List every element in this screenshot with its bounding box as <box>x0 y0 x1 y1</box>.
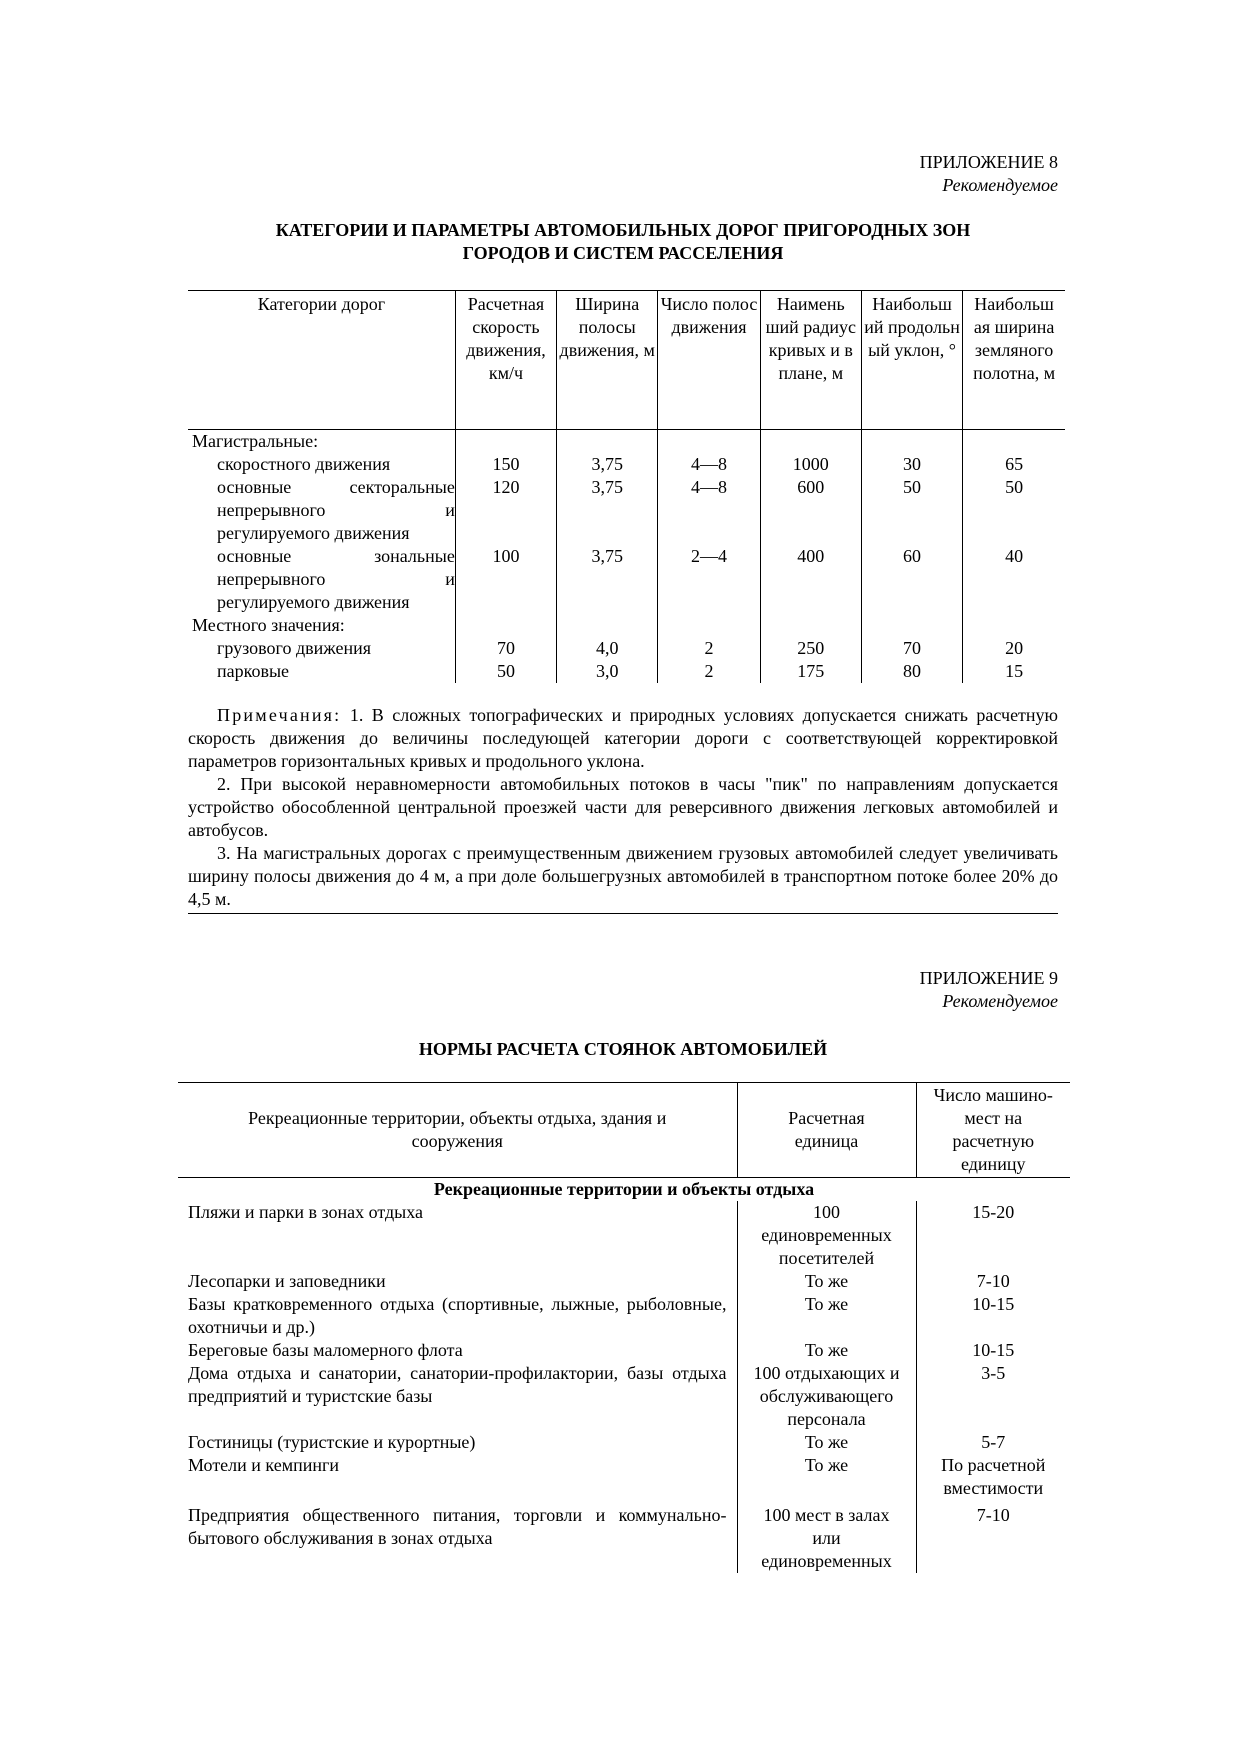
note-paragraph: 3. На магистральных дорогах с преимущественным движением грузовых автомобилей следует увеличивать ширину полосы движения до 4 м, а при доле большегрузных автомобилей в транспортном потоке более 20% до 4,5 м. <box>188 843 1058 909</box>
count-cell: 7-10 <box>916 1270 1070 1293</box>
table-cell <box>455 614 556 637</box>
appendix-9-heading <box>920 967 1058 1013</box>
row-label: основные зональные непрерывного и регулируемого движения <box>217 546 455 612</box>
table-row <box>188 453 1065 476</box>
table-cell: 50 <box>455 660 556 683</box>
table-cell: 70 <box>455 637 556 660</box>
table-cell: 4—8 <box>658 453 760 476</box>
column-header: Расчетная единица <box>737 1083 916 1178</box>
column-header: Категории дорог <box>188 291 455 430</box>
table-cell <box>861 614 962 637</box>
table-cell: 50 <box>861 476 962 545</box>
row-label: Магистральные: <box>192 431 319 451</box>
table-cell <box>455 430 556 454</box>
section-heading: Рекреационные территории и объекты отдыха <box>433 1179 815 1199</box>
table-row <box>178 1500 1070 1573</box>
object-name: Гостиницы (туристские и курортные) <box>188 1432 476 1452</box>
column-header: Расчетная скорость движения, км/ч <box>455 291 556 430</box>
table-cell: 80 <box>861 660 962 683</box>
section-row <box>178 1178 1070 1202</box>
unit-cell: То же <box>737 1454 916 1500</box>
appendix-status: Рекомендуемое <box>942 991 1058 1011</box>
table-row <box>188 545 1065 614</box>
row-label: скоростного движения <box>217 454 391 474</box>
table-cell: 20 <box>963 637 1065 660</box>
appendix-8-heading <box>920 151 1058 197</box>
column-header: Наибольш ий продольн ый уклон, ° <box>861 291 962 430</box>
unit-cell: То же <box>737 1431 916 1454</box>
note-paragraph <box>188 704 1058 773</box>
notes-label: Примечания: <box>217 705 342 725</box>
table-row <box>188 637 1065 660</box>
table-cell <box>658 430 760 454</box>
appendix-status: Рекомендуемое <box>942 175 1058 195</box>
table-header-row <box>178 1083 1070 1178</box>
table-cell: 4—8 <box>658 476 760 545</box>
object-name: Береговые базы маломерного флота <box>188 1340 463 1360</box>
column-header: Рекреационные территории, объекты отдыха, здания и сооружения <box>178 1083 737 1178</box>
unit-cell: 100 мест в залах или единовременных <box>737 1500 916 1573</box>
column-header: Наибольш ая ширина земляного полотна, м <box>963 291 1065 430</box>
row-label: грузового движения <box>217 638 371 658</box>
table-cell: 40 <box>963 545 1065 614</box>
table-row-group <box>188 614 1065 637</box>
unit-cell: То же <box>737 1270 916 1293</box>
count-cell: 10-15 <box>916 1293 1070 1339</box>
note-paragraph: 2. При высокой неравномерности автомобильных потоков в часы "пик" по направлениям допускается устройство обособленной центральной проезжей части для реверсивного движения легковых автомобилей и автобусов. <box>188 774 1058 840</box>
table-cell: 120 <box>455 476 556 545</box>
table-cell: 60 <box>861 545 962 614</box>
table-cell: 3,75 <box>557 476 658 545</box>
table-cell: 400 <box>760 545 861 614</box>
table-cell: 3,75 <box>557 453 658 476</box>
title-line: ГОРОДОВ И СИСТЕМ РАССЕЛЕНИЯ <box>462 243 784 263</box>
count-cell: 5-7 <box>916 1431 1070 1454</box>
table-cell: 15 <box>963 660 1065 683</box>
object-name: Пляжи и парки в зонах отдыха <box>188 1202 423 1222</box>
table-cell: 3,75 <box>557 545 658 614</box>
object-name: Лесопарки и заповедники <box>188 1271 386 1291</box>
unit-cell: 100 единовременных посетителей <box>737 1201 916 1270</box>
column-header: Число полос движения <box>658 291 760 430</box>
unit-cell: 100 отдыхающих и обслуживающего персонала <box>737 1362 916 1431</box>
parking-norms-table <box>178 1082 1070 1573</box>
table-cell: 600 <box>760 476 861 545</box>
table-cell <box>760 614 861 637</box>
row-label: парковые <box>217 661 290 681</box>
column-header: Наимень ший радиус кривых и в плане, м <box>760 291 861 430</box>
table-cell <box>557 614 658 637</box>
table-cell <box>963 430 1065 454</box>
table-header-row <box>188 291 1065 430</box>
table-row <box>188 476 1065 545</box>
table-cell <box>861 430 962 454</box>
table-cell: 4,0 <box>557 637 658 660</box>
unit-cell: То же <box>737 1339 916 1362</box>
appendix-number: ПРИЛОЖЕНИЕ 9 <box>919 968 1058 988</box>
unit-cell: То же <box>737 1293 916 1339</box>
table-row <box>178 1339 1070 1362</box>
table-row <box>178 1293 1070 1339</box>
table-cell: 3,0 <box>557 660 658 683</box>
object-name: Базы кратковременного отдыха (спортивные, лыжные, рыболовные, охотничьи и др.) <box>188 1294 727 1337</box>
appendix-number: ПРИЛОЖЕНИЕ 8 <box>919 152 1058 172</box>
table-row-group <box>188 430 1065 454</box>
column-header: Число машино-мест на расчетную единицу <box>916 1083 1070 1178</box>
table-cell: 65 <box>963 453 1065 476</box>
table-cell <box>760 430 861 454</box>
count-cell: 7-10 <box>916 1500 1070 1573</box>
object-name: Дома отдыха и санатории, санатории-профилактории, базы отдыха предприятий и туристские базы <box>188 1363 727 1406</box>
table-cell: 30 <box>861 453 962 476</box>
table-cell: 2—4 <box>658 545 760 614</box>
table-cell: 1000 <box>760 453 861 476</box>
table-cell: 150 <box>455 453 556 476</box>
table-row <box>178 1431 1070 1454</box>
table-row <box>178 1362 1070 1431</box>
table-cell: 175 <box>760 660 861 683</box>
table-cell <box>557 430 658 454</box>
table-row <box>178 1270 1070 1293</box>
table-cell: 2 <box>658 637 760 660</box>
column-header: Ширина полосы движения, м <box>557 291 658 430</box>
table-cell: 100 <box>455 545 556 614</box>
count-cell: 10-15 <box>916 1339 1070 1362</box>
table-cell: 250 <box>760 637 861 660</box>
title-line: КАТЕГОРИИ И ПАРАМЕТРЫ АВТОМОБИЛЬНЫХ ДОРОГ ПРИГОРОДНЫХ ЗОН <box>275 220 971 240</box>
appendix-8-title <box>188 219 1058 265</box>
count-cell: 3-5 <box>916 1362 1070 1431</box>
table-cell: 70 <box>861 637 962 660</box>
road-categories-table <box>188 290 1065 683</box>
note-text: 1. В сложных топографических и природных условиях допускается снижать расчетную скорость движения до величины последующей категории дороги с соответствующей корректировкой параметров горизонтальных кривых и продольного уклона. <box>188 705 1058 771</box>
row-label: Местного значения: <box>192 615 345 635</box>
table-cell: 2 <box>658 660 760 683</box>
row-label: основные секторальные непрерывного и регулируемого движения <box>217 477 455 543</box>
table-row <box>188 660 1065 683</box>
table-cell <box>963 614 1065 637</box>
table-cell: 50 <box>963 476 1065 545</box>
object-name: Предприятия общественного питания, торговли и коммунально-бытового обслуживания в зонах отдыха <box>188 1505 727 1548</box>
count-cell: 15-20 <box>916 1201 1070 1270</box>
count-cell: По расчетной вместимости <box>916 1454 1070 1500</box>
appendix-9-title: НОРМЫ РАСЧЕТА СТОЯНОК АВТОМОБИЛЕЙ <box>418 1039 828 1059</box>
table-cell <box>658 614 760 637</box>
table-row <box>178 1201 1070 1270</box>
table-row <box>178 1454 1070 1500</box>
notes-block <box>188 704 1058 914</box>
object-name: Мотели и кемпинги <box>188 1455 340 1475</box>
